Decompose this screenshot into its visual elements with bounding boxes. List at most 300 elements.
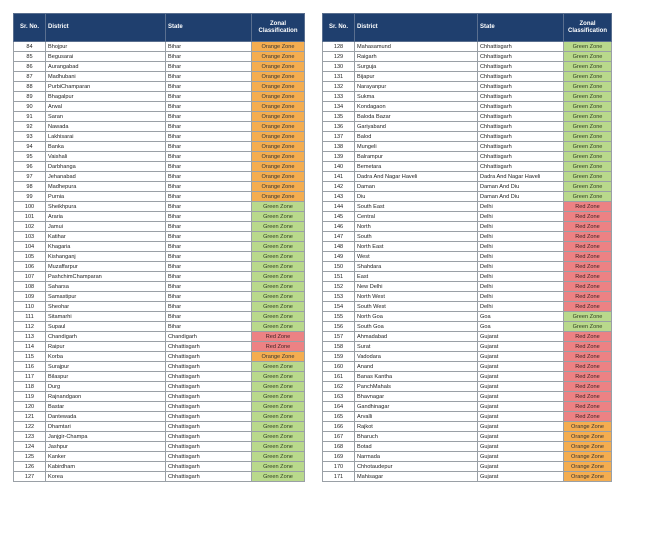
table-row [323,252,612,262]
cell-zone: Red Zone [564,402,612,412]
cell-sr-no: 170 [323,462,355,472]
cell-district: Banas Kantha [355,372,478,382]
table-row [14,432,305,442]
cell-district: Narmada [355,452,478,462]
cell-state: Bihar [166,282,252,292]
table-row [14,232,305,242]
cell-state: Gujarat [478,462,564,472]
cell-state: Bihar [166,252,252,262]
table-body-right [323,42,612,482]
table-row [14,242,305,252]
cell-zone: Orange Zone [252,82,305,92]
cell-sr-no: 112 [14,322,46,332]
table-row [14,272,305,282]
cell-zone: Green Zone [252,322,305,332]
cell-zone: Red Zone [564,292,612,302]
cell-state: Chhattisgarh [478,82,564,92]
table-row [14,182,305,192]
cell-state: Gujarat [478,332,564,342]
cell-zone: Green Zone [564,62,612,72]
cell-zone: Green Zone [252,412,305,422]
cell-sr-no: 118 [14,382,46,392]
cell-sr-no: 103 [14,232,46,242]
cell-state: Bihar [166,312,252,322]
cell-sr-no: 138 [323,142,355,152]
cell-state: Bihar [166,302,252,312]
table-row [14,442,305,452]
cell-district: Aurangabad [46,62,166,72]
cell-district: Korba [46,352,166,362]
cell-zone: Orange Zone [564,472,612,482]
table-row [14,62,305,72]
table-row [14,162,305,172]
cell-district: Sheohar [46,302,166,312]
cell-zone: Orange Zone [252,162,305,172]
cell-sr-no: 140 [323,162,355,172]
cell-state: Chhattisgarh [166,452,252,462]
table-row [323,242,612,252]
cell-zone: Red Zone [564,352,612,362]
cell-zone: Green Zone [564,102,612,112]
cell-sr-no: 134 [323,102,355,112]
cell-zone: Green Zone [564,152,612,162]
cell-zone: Red Zone [252,332,305,342]
cell-state: Delhi [478,282,564,292]
cell-sr-no: 95 [14,152,46,162]
table-row [14,392,305,402]
cell-sr-no: 146 [323,222,355,232]
cell-district: Rajnandgaon [46,392,166,402]
table-row [14,152,305,162]
table-row [323,62,612,72]
cell-district: Surat [355,342,478,352]
cell-sr-no: 100 [14,202,46,212]
cell-zone: Green Zone [252,312,305,322]
cell-state: Bihar [166,82,252,92]
cell-state: Gujarat [478,342,564,352]
cell-state: Chhattisgarh [478,42,564,52]
cell-sr-no: 128 [323,42,355,52]
cell-zone: Red Zone [564,302,612,312]
cell-zone: Red Zone [564,272,612,282]
cell-state: Bihar [166,92,252,102]
cell-sr-no: 127 [14,472,46,482]
table-row [323,72,612,82]
cell-zone: Red Zone [564,222,612,232]
cell-district: Banka [46,142,166,152]
cell-sr-no: 151 [323,272,355,282]
cell-state: Delhi [478,232,564,242]
cell-sr-no: 99 [14,192,46,202]
header-sr-no: Sr. No. [323,14,355,42]
cell-sr-no: 90 [14,102,46,112]
cell-zone: Green Zone [252,362,305,372]
table-row [323,122,612,132]
header-state: State [478,14,564,42]
cell-state: Gujarat [478,362,564,372]
cell-sr-no: 161 [323,372,355,382]
table-row [323,42,612,52]
table-body-left [14,42,305,482]
cell-sr-no: 157 [323,332,355,342]
cell-zone: Green Zone [252,402,305,412]
cell-district: Mungeli [355,142,478,152]
table-row [323,112,612,122]
cell-sr-no: 154 [323,302,355,312]
cell-state: Chhattisgarh [166,392,252,402]
cell-district: Balod [355,132,478,142]
cell-sr-no: 121 [14,412,46,422]
table-row [323,142,612,152]
table-row [14,322,305,332]
table-row [323,282,612,292]
cell-sr-no: 149 [323,252,355,262]
cell-zone: Orange Zone [252,132,305,142]
cell-zone: Green Zone [252,382,305,392]
cell-state: Chhattisgarh [478,52,564,62]
cell-sr-no: 150 [323,262,355,272]
table-row [14,262,305,272]
table-row [323,452,612,462]
table-row [323,402,612,412]
cell-zone: Orange Zone [252,42,305,52]
cell-state: Daman And Diu [478,192,564,202]
cell-state: Bihar [166,322,252,332]
table-row [14,122,305,132]
table-row [14,132,305,142]
cell-zone: Red Zone [564,412,612,422]
cell-state: Goa [478,312,564,322]
table-row [323,352,612,362]
table-row [14,52,305,62]
cell-zone: Orange Zone [252,152,305,162]
cell-district: Durg [46,382,166,392]
cell-zone: Green Zone [252,472,305,482]
table-row [323,362,612,372]
cell-zone: Green Zone [252,452,305,462]
cell-state: Delhi [478,272,564,282]
cell-district: Kishanganj [46,252,166,262]
cell-zone: Orange Zone [252,52,305,62]
cell-sr-no: 97 [14,172,46,182]
table-row [14,222,305,232]
cell-zone: Red Zone [564,282,612,292]
cell-state: Bihar [166,132,252,142]
zone-table-left [13,13,305,482]
cell-sr-no: 106 [14,262,46,272]
cell-state: Delhi [478,242,564,252]
cell-state: Bihar [166,202,252,212]
header-sr-no: Sr. No. [14,14,46,42]
cell-sr-no: 111 [14,312,46,322]
cell-sr-no: 168 [323,442,355,452]
cell-zone: Green Zone [564,182,612,192]
cell-zone: Orange Zone [564,422,612,432]
cell-district: Arvalli [355,412,478,422]
cell-zone: Red Zone [564,332,612,342]
cell-district: Kondagaon [355,102,478,112]
cell-district: Madhepura [46,182,166,192]
cell-district: Lakhisarai [46,132,166,142]
cell-zone: Red Zone [564,262,612,272]
cell-district: West [355,252,478,262]
cell-zone: Green Zone [252,222,305,232]
cell-sr-no: 108 [14,282,46,292]
cell-district: Supaul [46,322,166,332]
cell-district: Bharuch [355,432,478,442]
table-row [323,342,612,352]
cell-sr-no: 122 [14,422,46,432]
cell-state: Dadra And Nagar Haveli [478,172,564,182]
cell-sr-no: 117 [14,372,46,382]
cell-sr-no: 148 [323,242,355,252]
cell-sr-no: 120 [14,402,46,412]
table-row [14,202,305,212]
table-row [323,52,612,62]
cell-sr-no: 104 [14,242,46,252]
table-row [323,322,612,332]
cell-district: Balrampur [355,152,478,162]
cell-zone: Green Zone [252,242,305,252]
cell-state: Chhattisgarh [478,142,564,152]
cell-district: Surguja [355,62,478,72]
cell-district: Ahmadabad [355,332,478,342]
table-row [323,262,612,272]
table-row [323,412,612,422]
table-row [14,312,305,322]
cell-district: Samastipur [46,292,166,302]
table-row [323,422,612,432]
cell-sr-no: 119 [14,392,46,402]
cell-district: Chandigarh [46,332,166,342]
cell-state: Chhattisgarh [478,102,564,112]
table-row [14,462,305,472]
cell-district: Jamui [46,222,166,232]
cell-sr-no: 98 [14,182,46,192]
cell-district: Purnia [46,192,166,202]
table-row [323,392,612,402]
cell-zone: Red Zone [564,342,612,352]
cell-sr-no: 96 [14,162,46,172]
cell-zone: Green Zone [252,232,305,242]
cell-district: South West [355,302,478,312]
cell-district: Daman [355,182,478,192]
cell-sr-no: 91 [14,112,46,122]
cell-state: Gujarat [478,432,564,442]
cell-district: Central [355,212,478,222]
cell-sr-no: 114 [14,342,46,352]
cell-zone: Green Zone [252,422,305,432]
cell-sr-no: 94 [14,142,46,152]
cell-state: Bihar [166,232,252,242]
cell-district: Bhagalpur [46,92,166,102]
cell-district: PashchimChamparan [46,272,166,282]
cell-zone: Green Zone [564,72,612,82]
table-row [14,212,305,222]
cell-sr-no: 85 [14,52,46,62]
cell-zone: Green Zone [252,252,305,262]
cell-zone: Orange Zone [252,192,305,202]
table-row [14,252,305,262]
header-district: District [46,14,166,42]
table-row [323,182,612,192]
cell-state: Bihar [166,292,252,302]
table-row [323,312,612,322]
cell-district: Rajkot [355,422,478,432]
cell-sr-no: 143 [323,192,355,202]
cell-sr-no: 164 [323,402,355,412]
cell-zone: Green Zone [252,432,305,442]
cell-district: South Goa [355,322,478,332]
table-row [323,382,612,392]
table-row [14,302,305,312]
table-row [323,332,612,342]
cell-district: Diu [355,192,478,202]
cell-zone: Green Zone [564,162,612,172]
cell-state: Chhattisgarh [166,382,252,392]
cell-zone: Green Zone [564,42,612,52]
cell-state: Chhattisgarh [166,442,252,452]
cell-state: Gujarat [478,352,564,362]
cell-sr-no: 141 [323,172,355,182]
cell-sr-no: 169 [323,452,355,462]
cell-zone: Orange Zone [252,172,305,182]
cell-district: North West [355,292,478,302]
cell-state: Daman And Diu [478,182,564,192]
cell-state: Gujarat [478,372,564,382]
cell-district: Bhavnagar [355,392,478,402]
cell-district: Khagaria [46,242,166,252]
header-zonal-classification: Zonal Classification [252,14,305,42]
cell-zone: Orange Zone [564,442,612,452]
cell-sr-no: 115 [14,352,46,362]
header-state: State [166,14,252,42]
table-row [14,282,305,292]
table-row [14,92,305,102]
cell-sr-no: 152 [323,282,355,292]
cell-state: Bihar [166,62,252,72]
cell-district: New Delhi [355,282,478,292]
table-row [14,422,305,432]
table-row [323,82,612,92]
cell-sr-no: 125 [14,452,46,462]
cell-state: Gujarat [478,442,564,452]
table-row [323,222,612,232]
cell-district: Muzaffarpur [46,262,166,272]
cell-zone: Red Zone [564,382,612,392]
cell-zone: Green Zone [564,52,612,62]
cell-sr-no: 160 [323,362,355,372]
cell-sr-no: 126 [14,462,46,472]
cell-district: Bijapur [355,72,478,82]
table-row [323,212,612,222]
cell-state: Chhattisgarh [166,432,252,442]
table-row [323,472,612,482]
cell-zone: Red Zone [564,252,612,262]
cell-sr-no: 133 [323,92,355,102]
cell-state: Chhattisgarh [478,72,564,82]
table-row [323,132,612,142]
cell-district: Kabirdham [46,462,166,472]
cell-state: Delhi [478,292,564,302]
cell-district: Vadodara [355,352,478,362]
cell-zone: Red Zone [564,232,612,242]
cell-zone: Red Zone [564,372,612,382]
cell-state: Chhattisgarh [478,122,564,132]
table-row [323,302,612,312]
cell-sr-no: 102 [14,222,46,232]
header-district: District [355,14,478,42]
cell-district: North Goa [355,312,478,322]
cell-sr-no: 110 [14,302,46,312]
cell-sr-no: 158 [323,342,355,352]
cell-zone: Orange Zone [252,102,305,112]
cell-state: Bihar [166,162,252,172]
table-row [323,192,612,202]
cell-state: Bihar [166,112,252,122]
cell-district: Jashpur [46,442,166,452]
cell-sr-no: 145 [323,212,355,222]
table-row [14,382,305,392]
cell-state: Chhattisgarh [478,132,564,142]
table-row [14,452,305,462]
cell-zone: Green Zone [252,462,305,472]
cell-sr-no: 137 [323,132,355,142]
cell-sr-no: 87 [14,72,46,82]
cell-district: Anand [355,362,478,372]
cell-state: Bihar [166,242,252,252]
table-header-row [323,14,612,42]
cell-state: Chhattisgarh [166,372,252,382]
cell-sr-no: 116 [14,362,46,372]
cell-district: Madhubani [46,72,166,82]
cell-zone: Green Zone [564,192,612,202]
cell-zone: Orange Zone [252,62,305,72]
cell-sr-no: 124 [14,442,46,452]
cell-sr-no: 144 [323,202,355,212]
cell-district: PanchMahals [355,382,478,392]
cell-zone: Orange Zone [252,112,305,122]
cell-zone: Green Zone [252,262,305,272]
cell-sr-no: 132 [323,82,355,92]
table-row [14,112,305,122]
table-row [14,372,305,382]
table-row [14,352,305,362]
cell-district: Begusarai [46,52,166,62]
cell-sr-no: 84 [14,42,46,52]
cell-district: Mahisagar [355,472,478,482]
cell-state: Gujarat [478,412,564,422]
cell-zone: Red Zone [564,242,612,252]
cell-sr-no: 147 [323,232,355,242]
cell-sr-no: 130 [323,62,355,72]
table-row [14,412,305,422]
table-row [323,272,612,282]
cell-state: Gujarat [478,402,564,412]
cell-state: Bihar [166,52,252,62]
cell-state: Goa [478,322,564,332]
cell-district: Korea [46,472,166,482]
table-row [14,472,305,482]
cell-state: Gujarat [478,452,564,462]
cell-state: Delhi [478,302,564,312]
cell-sr-no: 93 [14,132,46,142]
cell-district: Jehanabad [46,172,166,182]
cell-zone: Orange Zone [252,92,305,102]
cell-sr-no: 142 [323,182,355,192]
table-row [14,342,305,352]
cell-district: Surajpur [46,362,166,372]
